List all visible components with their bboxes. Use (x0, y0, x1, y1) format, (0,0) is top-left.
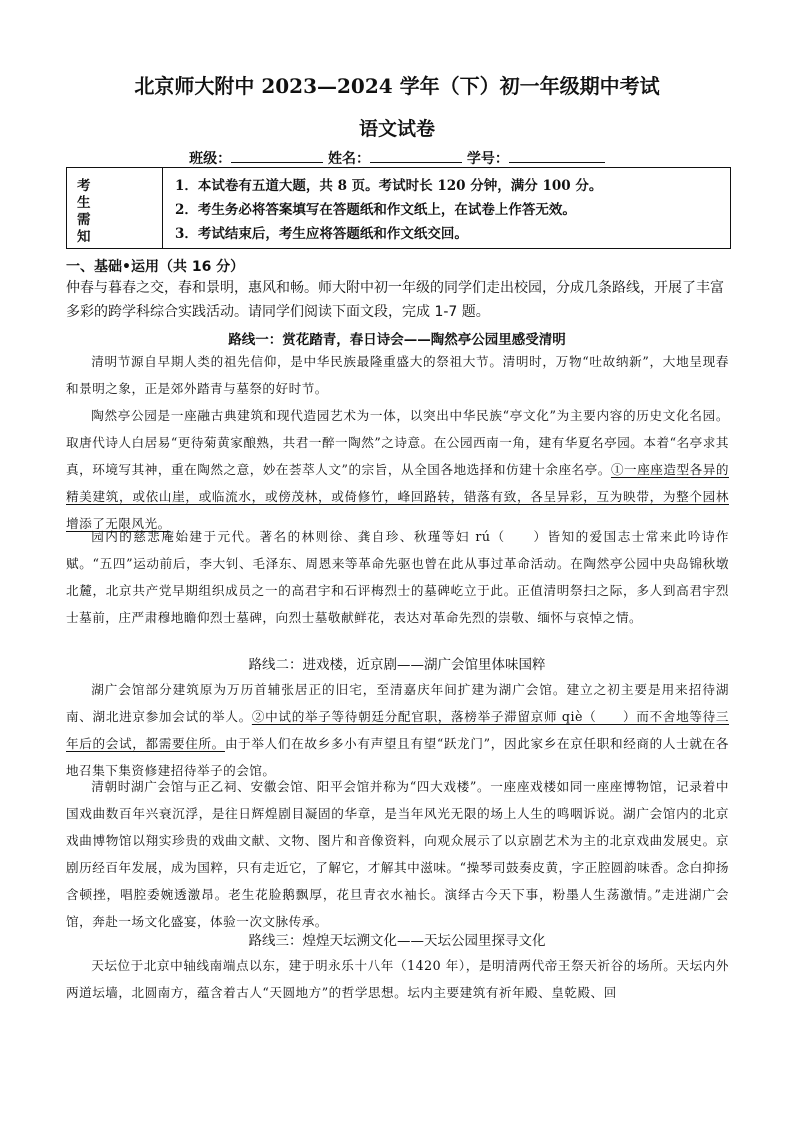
notice-heading-char: 知 (77, 229, 91, 245)
notice-heading-char: 生 (77, 195, 91, 211)
route-one-title: 路线一：赏花踏青，春日诗会——陶然亭公园里感受清明 (228, 332, 566, 348)
route-two-title: 路线二：进戏楼，近京剧——湖广会馆里体味国粹 (248, 657, 546, 673)
id-blank (509, 148, 605, 163)
notice-rule: 3．考试结束后，考生应将答题纸和作文纸交回。 (175, 226, 468, 242)
section-heading: 一、基础•运用（共 16 分） (66, 259, 245, 275)
id-label: 学号： (466, 151, 509, 167)
paragraph-text: 陶然亭公园是一座融古典建筑和现代造园艺术为一体，以突出中华民族“亭文化”为主要内容的历史文化名园。取唐代诗人白居易“更待菊黄家酿熟，共君一醉一陶然”之诗意。在公园西南一角，建有华夏名亭园。本着“名亭求其真，环境写其神，重在陶然之意，妙在荟萃人文”的宗旨，从全国各地选择和仿建十余座名亭。 (66, 408, 729, 477)
notice-heading-char: 考 (77, 178, 91, 194)
underlined-sentence-2: ②中试的举子等待朝廷分配官职，落榜举子滞留京师 qiè（ ）而不舍地等待三年后的会试，都需要住所。 (66, 709, 730, 751)
student-info-row (0, 148, 794, 168)
notice-rule: 2．考生务必将答案填写在答题纸和作文纸上，在试卷上作答无效。 (175, 202, 576, 218)
route-one-paragraph: 清明节源自早期人类的祖先信仰，是中华民族最隆重盛大的祭祖大节。清明时，万物“吐故纳新”，大地呈现春和景明之象，正是郊外踏青与墓祭的好时节。 (66, 354, 729, 396)
name-label: 姓名： (328, 151, 370, 167)
route-two-paragraph: 清朝时湖广会馆与正乙祠、安徽会馆、阳平会馆并称为“四大戏楼”。一座座戏楼如同一座座博物馆，记录着中国戏曲数百年兴衰沉浮，是往日辉煌剧目凝固的华章，是当年风光无限的场上人生的鸣咽诉说。湖广会馆内的北京戏曲博物馆以翔实珍贵的戏曲文献、文物、图片和音像资料，向观众展示了以京剧艺术为主的北京戏曲发展史。京剧历经百年发展，成为国粹，只有走近它，了解它，才解其中滋味。“操琴司鼓奏皮黄，字正腔圆韵味香。念白抑扬含顿挫，唱腔委婉透激昂。老生花脸鹅飘厚，花旦青衣水袖长。演绎古今天下事，粉墨人生荡激情。”走进湖广会馆，奔赴一场文化盛宴，体验一次文脉传承。 (66, 779, 729, 929)
notice-rule: 1．本试卷有五道大题，共 8 页。考试时长 120 分钟，满分 100 分。 (175, 178, 603, 194)
notice-rules (175, 174, 726, 246)
route-three-title: 路线三：煌煌天坛溯文化——天坛公园里探寻文化 (248, 933, 546, 949)
section-intro: 仲春与暮春之交，春和景明，惠风和畅。师大附中初一年级的同学们走出校园，分成几条路线，开展了丰富多彩的跨学科综合实践活动。请同学们阅读下面文段，完成 1-7 题。 (66, 280, 724, 320)
exam-subtitle: 语文试卷 (358, 118, 435, 140)
route-two-paragraph (66, 676, 729, 784)
route-three-paragraph: 天坛位于北京中轴线南端点以东，建于明永乐十八年（1420 年），是明清两代帝王祭天祈谷的场所。天坛内外两道坛墙，北圆南方，蕴含着古人“天圆地方”的哲学思想。坛内主要建筑有祈年殿、皇乾殿、回 (66, 958, 729, 1000)
exam-notice-box (66, 167, 731, 249)
notice-heading (67, 168, 163, 248)
class-label: 班级： (189, 151, 232, 167)
paragraph-text: 由于举人们在故乡多小有声望且有望“跃龙门”，因此家乡在京任职和经商的人士就在各地召集下集资修建招待举子的会馆。 (66, 736, 729, 778)
route-one-paragraph (66, 402, 729, 537)
route-one-paragraph: 园内的慈悲庵始建于元代。著名的林则徐、龚自珍、秋瑾等妇 rú（ ）皆知的爱国志士常来此吟诗作赋。“五四”运动前后，李大钊、毛泽东、周恩来等革命先驱也曾在此从事过革命活动。在陶然亭公园中央岛锦秋墩北麓，北京共产党早期组织成员之一的高君宇和石评梅烈士的墓碑屹立于此。正值清明祭扫之际，多人到高君宇烈士墓前，庄严肃穆地瞻仰烈士墓碑，向烈士墓敬献鲜花，表达对革命先烈的崇敬、缅怀与哀悼之情。 (66, 529, 729, 625)
underlined-sentence-1: ①一座座造型各异的精美建筑，或依山崖，或临流水，或傍茂林，或倚修竹，峰回路转，错落有致，各呈异彩，互为映带，为整个园林增添了无限风光。 (66, 462, 729, 531)
notice-heading-char: 需 (77, 212, 91, 228)
name-blank (370, 148, 462, 163)
paragraph-text: 湖广会馆部分建筑原为万历首辅张居正的旧宅，至清嘉庆年间扩建为湖广会馆。建立之初主要是用来招待湖南、湖北进京参加会试的举人。 (66, 682, 729, 724)
class-blank (231, 148, 323, 163)
exam-title: 北京师大附中 2023—2024 学年（下）初一年级期中考试 (134, 74, 660, 98)
